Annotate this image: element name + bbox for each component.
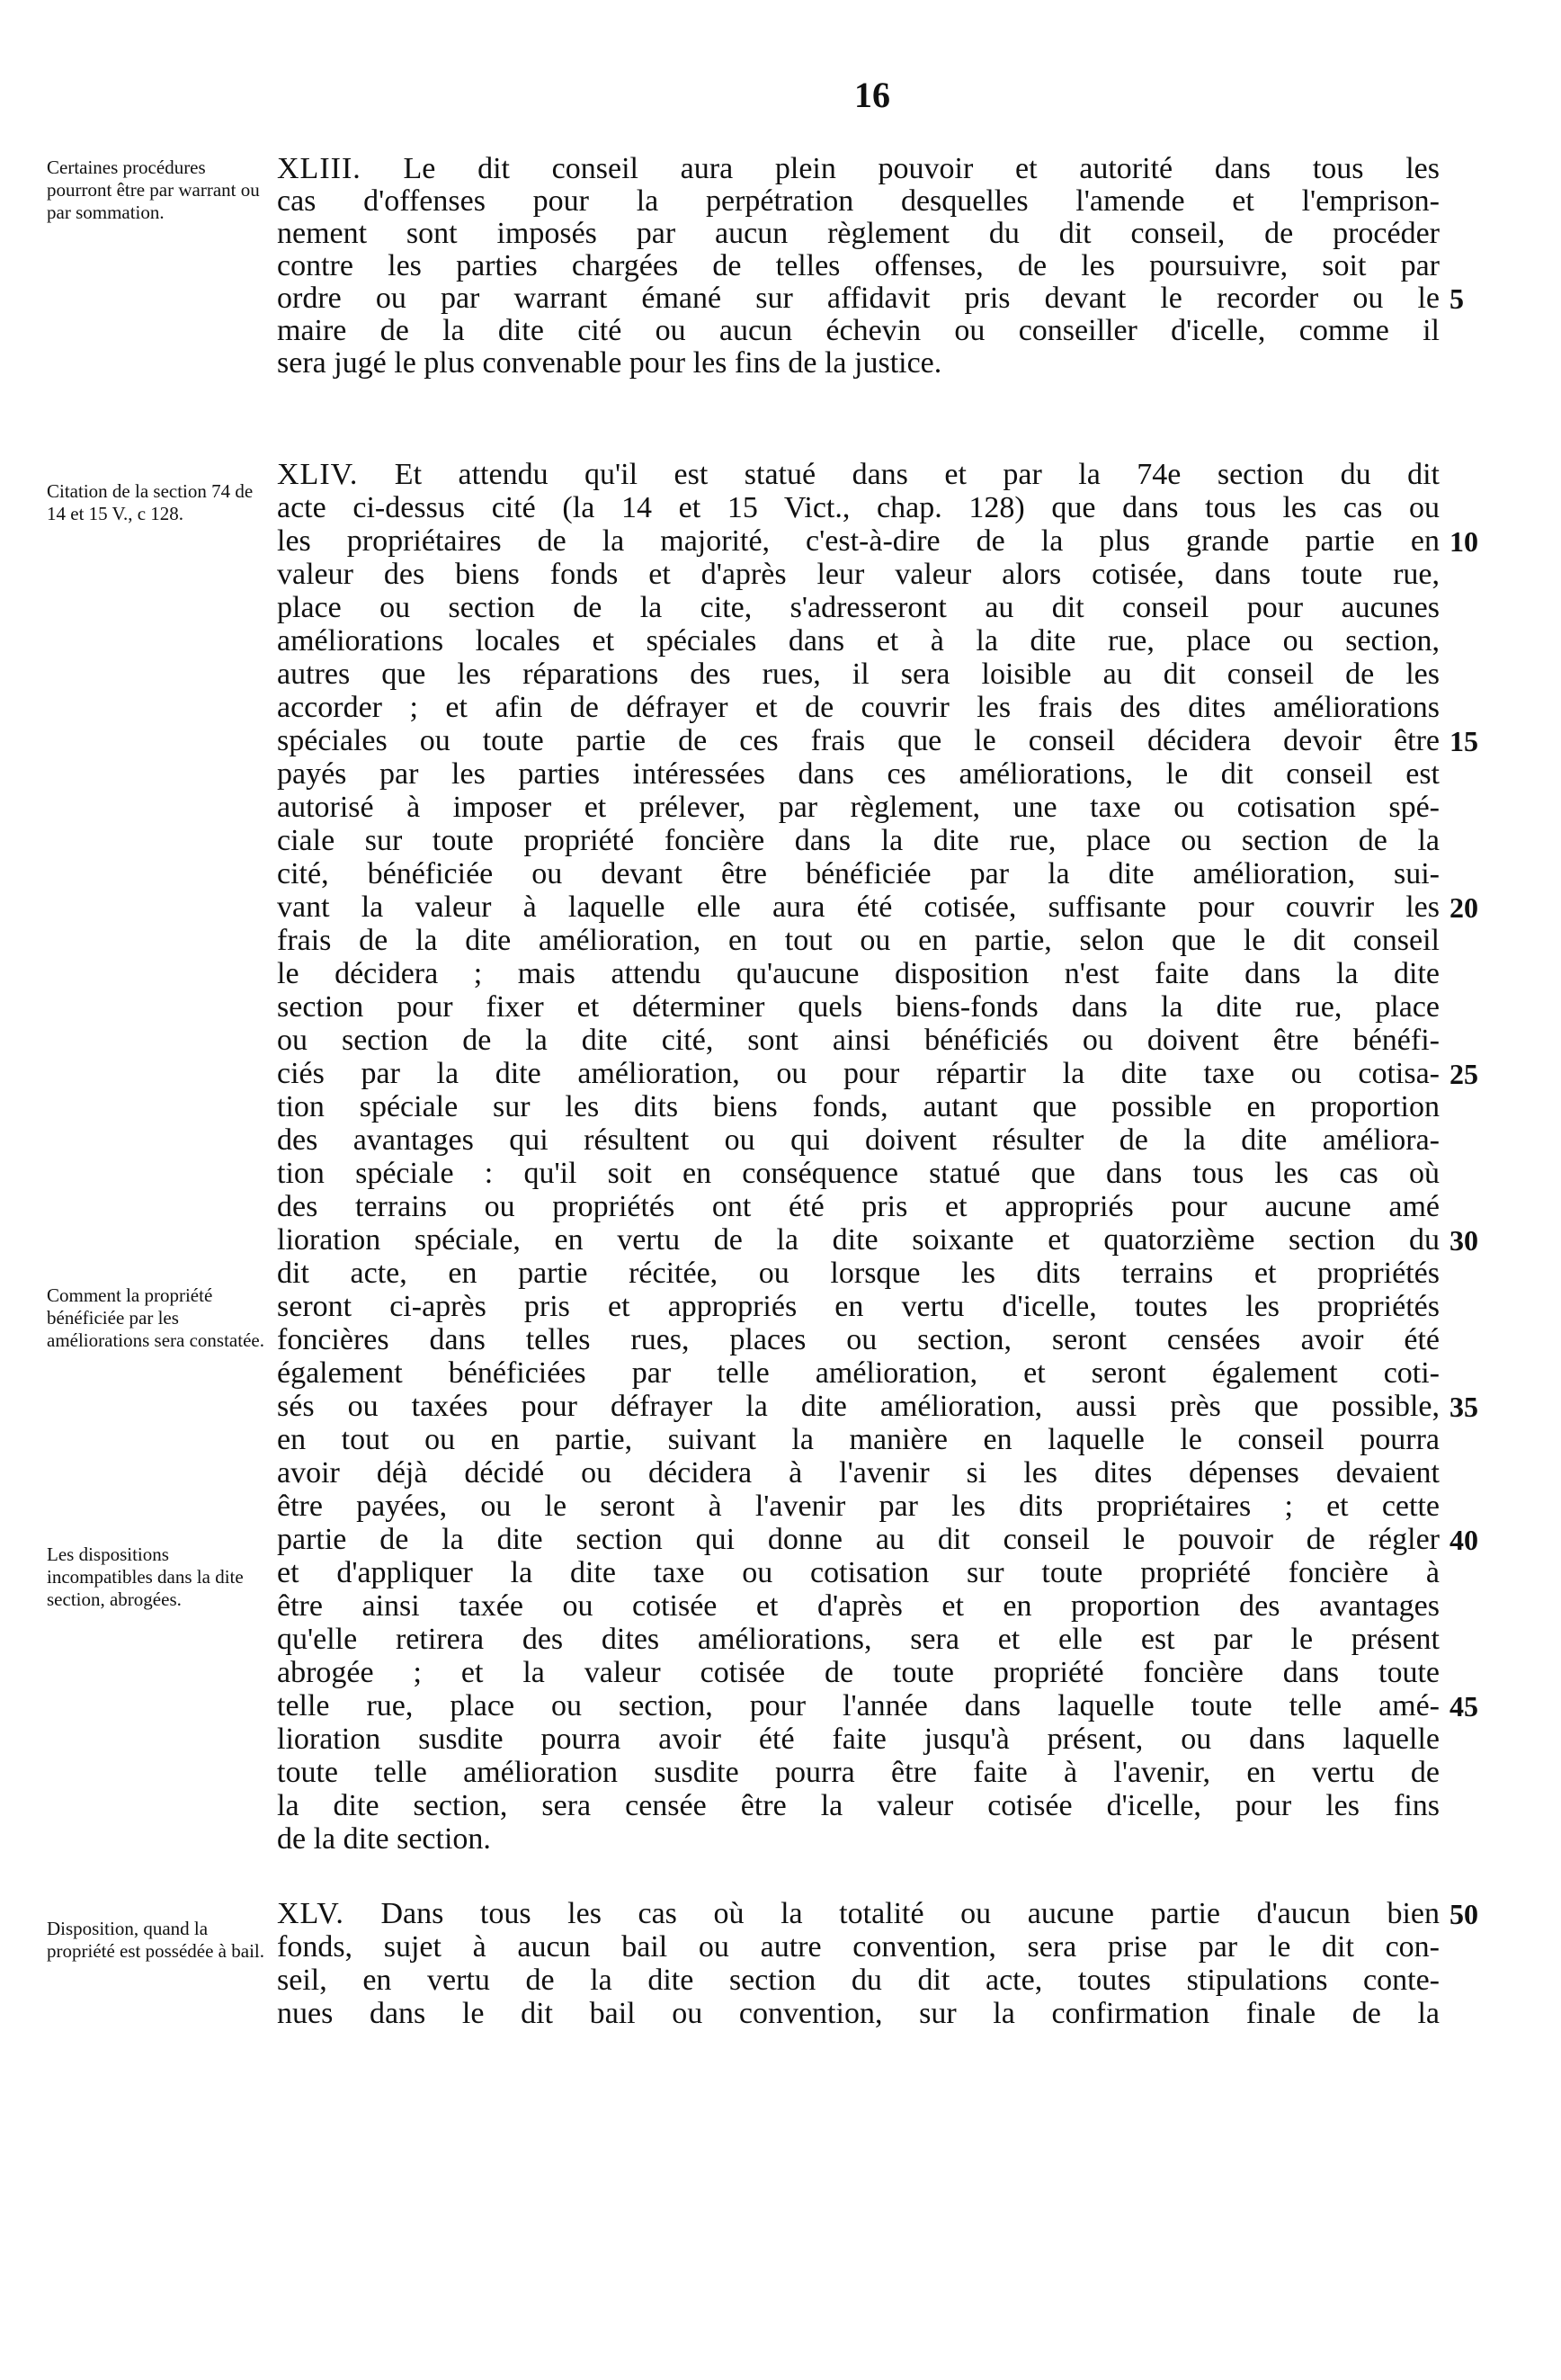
margin-note-abrogees: Les dispositions incompatibles dans la dite section, abrogées.: [47, 1543, 244, 1610]
body-line: frais de la dite amélioration, en tout ou en partie, selon que le dit conseil: [277, 925, 1440, 957]
page-number: 16: [854, 75, 890, 115]
body-line: le décidera ; mais attendu qu'aucune disposition n'est faite dans la dite: [277, 958, 1440, 990]
body-line: autorisé à imposer et prélever, par règlement, une taxe ou cotisation spé-: [277, 792, 1440, 824]
line-number: 20: [1450, 891, 1478, 924]
line-number: 50: [1450, 1898, 1478, 1930]
body-line: partie de la dite section qui donne au dit conseil le pouvoir de régler: [277, 1524, 1440, 1556]
body-line: ciés par la dite amélioration, ou pour répartir la dite taxe ou cotisa-: [277, 1058, 1440, 1090]
body-line: ou section de la dite cité, sont ainsi bénéficiés ou doivent être bénéfi-: [277, 1024, 1440, 1057]
body-line: XLIII. Le dit conseil aura plein pouvoir et autorité dans tous les: [277, 153, 1440, 185]
body-line: qu'elle retirera des dites améliorations, sera et elle est par le présent: [277, 1624, 1440, 1656]
body-line: tion spéciale : qu'il soit en conséquence statué que dans tous les cas où: [277, 1158, 1440, 1190]
section-label-xlv: XLV.: [277, 1898, 344, 1930]
line-number: 5: [1450, 282, 1464, 315]
body-line: XLIV. Et attendu qu'il est statué dans et par la 74e section du dit: [277, 459, 1440, 491]
body-line: spéciales ou toute partie de ces frais que le conseil décidera devoir être: [277, 725, 1440, 757]
body-line: en tout ou en partie, suivant la manière en laquelle le conseil pourra: [277, 1424, 1440, 1456]
body-line: autres que les réparations des rues, il sera loisible au dit conseil de les: [277, 658, 1440, 691]
body-line: sés ou taxées pour défrayer la dite amélioration, aussi près que possible,: [277, 1391, 1440, 1423]
body-line: place ou section de la cite, s'adresseront au dit conseil pour aucunes: [277, 592, 1440, 624]
body-line: valeur des biens fonds et d'après leur valeur alors cotisée, dans toute rue,: [277, 559, 1440, 591]
body-line: cas d'offenses pour la perpétration desquelles l'amende et l'emprison-: [277, 185, 1440, 218]
body-line: payés par les parties intéressées dans ces améliorations, le dit conseil est: [277, 758, 1440, 791]
body-line: ordre ou par warrant émané sur affidavit pris devant le recorder ou le: [277, 282, 1440, 315]
body-line: et d'appliquer la dite taxe ou cotisation sur toute propriété foncière à: [277, 1557, 1440, 1589]
line-number: 30: [1450, 1224, 1478, 1257]
body-line: être ainsi taxée ou cotisée et d'après et en proportion des avantages: [277, 1590, 1440, 1623]
body-line: foncières dans telles rues, places ou section, seront censées avoir été: [277, 1324, 1440, 1356]
section-label-xliii: XLIII.: [277, 153, 361, 185]
body-line: sera jugé le plus convenable pour les fins de la justice.: [277, 347, 942, 380]
body-line: lioration spéciale, en vertu de la dite soixante et quatorzième section du: [277, 1224, 1440, 1257]
body-line: nues dans le dit bail ou convention, sur la confirmation finale de la: [277, 1998, 1440, 2030]
body-line: toute telle amélioration susdite pourra être faite à l'avenir, en vertu de: [277, 1757, 1440, 1789]
body-line: abrogée ; et la valeur cotisée de toute propriété foncière dans toute: [277, 1657, 1440, 1689]
body-line: lioration susdite pourra avoir été faite jusqu'à présent, ou dans laquelle: [277, 1723, 1440, 1756]
body-line: vant la valeur à laquelle elle aura été cotisée, suffisante pour couvrir les: [277, 891, 1440, 924]
body-line: de la dite section.: [277, 1823, 491, 1856]
margin-note-xliii: Certaines procédures pourront être par warrant ou par sommation.: [47, 157, 260, 223]
body-line: des avantages qui résultent ou qui doivent résulter de la dite améliora-: [277, 1124, 1440, 1157]
body-line: avoir déjà décidé ou décidera à l'avenir si les dites dépenses devaient: [277, 1457, 1440, 1490]
body-line: les propriétaires de la majorité, c'est-à-dire de la plus grande partie en: [277, 525, 1440, 558]
body-line: maire de la dite cité ou aucun échevin ou conseiller d'icelle, comme il: [277, 315, 1440, 347]
body-line: acte ci-dessus cité (la 14 et 15 Vict., chap. 128) que dans tous les cas ou: [277, 492, 1440, 524]
body-line: dit acte, en partie récitée, ou lorsque les dits terrains et propriétés: [277, 1257, 1440, 1290]
margin-note-xliv: Citation de la section 74 de 14 et 15 V., c 128.: [47, 480, 254, 524]
body-line: cité, bénéficiée ou devant être bénéficiée par la dite amélioration, sui-: [277, 858, 1440, 890]
line-number: 40: [1450, 1524, 1478, 1556]
body-line: telle rue, place ou section, pour l'année dans laquelle toute telle amé-: [277, 1690, 1440, 1722]
body-line: ciale sur toute propriété foncière dans la dite rue, place ou section de la: [277, 825, 1440, 857]
body-line: également bénéficiées par telle amélioration, et seront également coti-: [277, 1357, 1440, 1390]
body-line: section pour fixer et déterminer quels biens-fonds dans la dite rue, place: [277, 991, 1440, 1024]
body-line: XLV. Dans tous les cas où la totalité ou aucune partie d'aucun bien: [277, 1898, 1440, 1930]
margin-note-xlv: Disposition, quand la propriété est possédée à bail.: [47, 1918, 264, 1962]
body-line: nement sont imposés par aucun règlement du dit conseil, de procéder: [277, 218, 1440, 250]
body-line: seront ci-après pris et appropriés en vertu d'icelle, toutes les propriétés: [277, 1291, 1440, 1323]
line-number: 15: [1450, 725, 1478, 757]
body-line: seil, en vertu de la dite section du dit acte, toutes stipulations conte-: [277, 1964, 1440, 1997]
body-line: tion spéciale sur les dits biens fonds, autant que possible en proportion: [277, 1091, 1440, 1123]
body-line: accorder ; et afin de défrayer et de couvrir les frais des dites améliorations: [277, 692, 1440, 724]
body-line: des terrains ou propriétés ont été pris et appropriés pour aucune amé: [277, 1191, 1440, 1223]
body-line: contre les parties chargées de telles offenses, de les poursuivre, soit par: [277, 250, 1440, 282]
body-line: fonds, sujet à aucun bail ou autre convention, sera prise par le dit con-: [277, 1931, 1440, 1964]
line-number: 25: [1450, 1058, 1478, 1090]
margin-note-constatee: Comment la propriété bénéficiée par les améliorations sera constatée.: [47, 1284, 264, 1351]
line-number: 45: [1450, 1690, 1478, 1722]
body-line: améliorations locales et spéciales dans et à la dite rue, place ou section,: [277, 625, 1440, 658]
body-line: être payées, ou le seront à l'avenir par les dits propriétaires ; et cette: [277, 1490, 1440, 1523]
body-line: la dite section, sera censée être la valeur cotisée d'icelle, pour les fins: [277, 1790, 1440, 1822]
line-number: 10: [1450, 525, 1478, 558]
line-number: 35: [1450, 1391, 1478, 1423]
section-label-xliv: XLIV.: [277, 459, 359, 491]
